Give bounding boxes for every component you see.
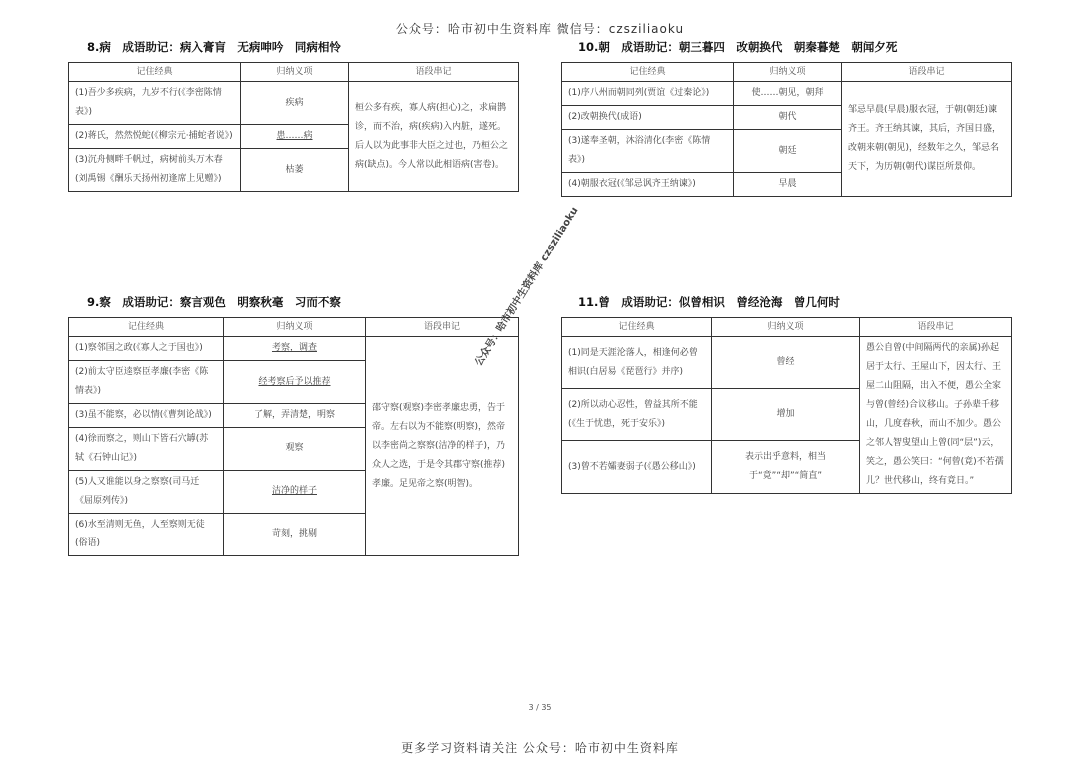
col-header-passage: 语段串记 bbox=[349, 63, 519, 82]
section-10-table bbox=[561, 62, 1012, 197]
classic-quote: (1)序八州而朝同列(贾谊《过秦论》) bbox=[562, 82, 734, 106]
section-11-title: 11.曾 成语助记：似曾相识 曾经沧海 曾几何时 bbox=[578, 295, 840, 309]
page-header: 公众号：哈市初中生资料库 微信号：czsziliaoku bbox=[395, 22, 685, 36]
col-header-passage: 语段串记 bbox=[860, 318, 1012, 337]
classic-quote: (1)吾少多疾病，九岁不行(《李密陈情表》) bbox=[69, 82, 241, 125]
section-9-table bbox=[68, 317, 519, 556]
classic-quote: (5)人又谁能以身之察察(司马迁《屈原列传》) bbox=[69, 470, 224, 513]
page-footer: 更多学习资料请关注 公众号：哈市初中生资料库 bbox=[401, 741, 679, 755]
passage-note: 邵守察(观察)李密孝廉忠勇，告于帝。左右以为不能察(明察)，然帝以李密尚之察察(洁净的样子)，乃众人之选，于是令其郡守察(推荐)孝廉。足见帝之察(明智)。 bbox=[366, 337, 519, 556]
classic-quote: (6)水至清则无鱼，人至察则无徒(俗语) bbox=[69, 513, 224, 556]
meaning: 使……朝见，朝拜 bbox=[734, 82, 842, 106]
meaning: 考察，调查 bbox=[224, 337, 366, 361]
passage-note: 桓公多有疾，寡人病(担心)之，求扁鹊诊，而不治，病(疾病)入内脏，遂死。后人以为此事非大臣之过也，乃桓公之病(缺点)。今人常以此相语病(害卷)。 bbox=[349, 82, 519, 191]
col-header-meaning: 归纳义项 bbox=[734, 63, 842, 82]
classic-quote: (2)蒋氏，然然悦蛇(《柳宗元·捕蛇者说》) bbox=[69, 125, 241, 149]
passage-note: 愚公自曾(中间隔两代的亲属)孙起居于太行、王屋山下，因太行、王屋二山阻隔，出入不便，愚公全家与曾(曾经)合议移山。子孙辈千移山，几度春秋，而山不加少。愚公之邻人智叟望山上曾(同“层”)云，笑之，愚公笑曰：“何曾(竟)不若孺儿？世代移山，终有竟日。” bbox=[860, 337, 1012, 493]
col-header-classic: 记住经典 bbox=[69, 318, 224, 337]
section-11-table bbox=[561, 317, 1012, 494]
classic-quote: (3)遂奉圣朝，沐浴清化(李密《陈情表》) bbox=[562, 130, 734, 173]
section-8-title: 8.病 成语助记：病入膏肓 无病呻吟 同病相怜 bbox=[87, 40, 341, 54]
passage-note: 邹忌早晨(早晨)服衣冠，于朝(朝廷)谏齐王。齐王纳其谏，其后，齐国日盛，改朝来朝(朝见)，经数年之久，邹忌名天下，为历朝(朝代)谋臣所景仰。 bbox=[842, 82, 1012, 196]
meaning: 早晨 bbox=[734, 172, 842, 196]
meaning: 朝廷 bbox=[734, 130, 842, 173]
section-9-title: 9.察 成语助记：察言观色 明察秋毫 习而不察 bbox=[87, 295, 341, 309]
meaning: 苛刻，挑剔 bbox=[224, 513, 366, 556]
meaning: 洁净的样子 bbox=[224, 470, 366, 513]
watermark-stamp: 公众号：哈市初中生资料库 czsziliaoku bbox=[473, 205, 581, 368]
meaning: 了解，弄清楚，明察 bbox=[224, 404, 366, 428]
col-header-meaning: 归纳义项 bbox=[224, 318, 366, 337]
meaning: 枯萎 bbox=[241, 149, 349, 192]
classic-quote: (1)察邻国之政(《寡人之于国也》) bbox=[69, 337, 224, 361]
page-number: 3 / 35 bbox=[528, 703, 552, 712]
meaning: 观察 bbox=[224, 427, 366, 470]
col-header-meaning: 归纳义项 bbox=[241, 63, 349, 82]
section-10-title: 10.朝 成语助记：朝三暮四 改朝换代 朝秦暮楚 朝闻夕死 bbox=[578, 40, 898, 54]
classic-quote: (4)朝服衣冠(《邹忌讽齐王纳谏》) bbox=[562, 172, 734, 196]
col-header-classic: 记住经典 bbox=[562, 63, 734, 82]
meaning: 疾病 bbox=[241, 82, 349, 125]
classic-quote: (3)曾不若孀妻弱子(《愚公移山》) bbox=[562, 441, 712, 493]
classic-quote: (2)前太守臣逵察臣孝廉(李密《陈情表》) bbox=[69, 361, 224, 404]
section-8-table bbox=[68, 62, 519, 192]
classic-quote: (3)沉舟侧畔千帆过，病树前头万木春(刘禹锡《酬乐天扬州初逢席上见赠》) bbox=[69, 149, 241, 192]
col-header-passage: 语段串记 bbox=[366, 318, 519, 337]
col-header-passage: 语段串记 bbox=[842, 63, 1012, 82]
classic-quote: (2)所以动心忍性，曾益其所不能(《生于忧患，死于安乐》) bbox=[562, 389, 712, 441]
classic-quote: (4)徐而察之，则山下皆石穴罅(苏轼《石钟山记》) bbox=[69, 427, 224, 470]
col-header-classic: 记住经典 bbox=[69, 63, 241, 82]
meaning: 经考察后予以推荐 bbox=[224, 361, 366, 404]
col-header-classic: 记住经典 bbox=[562, 318, 712, 337]
meaning: 增加 bbox=[712, 389, 860, 441]
classic-quote: (2)改朝换代(成语) bbox=[562, 106, 734, 130]
meaning: 朝代 bbox=[734, 106, 842, 130]
classic-quote: (3)虽不能察，必以情(《曹刿论战》) bbox=[69, 404, 224, 428]
meaning: 表示出乎意料，相当于“竟”“却”“简直” bbox=[712, 441, 860, 493]
col-header-meaning: 归纳义项 bbox=[712, 318, 860, 337]
meaning: 患……病 bbox=[241, 125, 349, 149]
meaning: 曾经 bbox=[712, 337, 860, 389]
classic-quote: (1)同是天涯沦落人，相逢何必曾相识(白居易《琵琶行》并序) bbox=[562, 337, 712, 389]
